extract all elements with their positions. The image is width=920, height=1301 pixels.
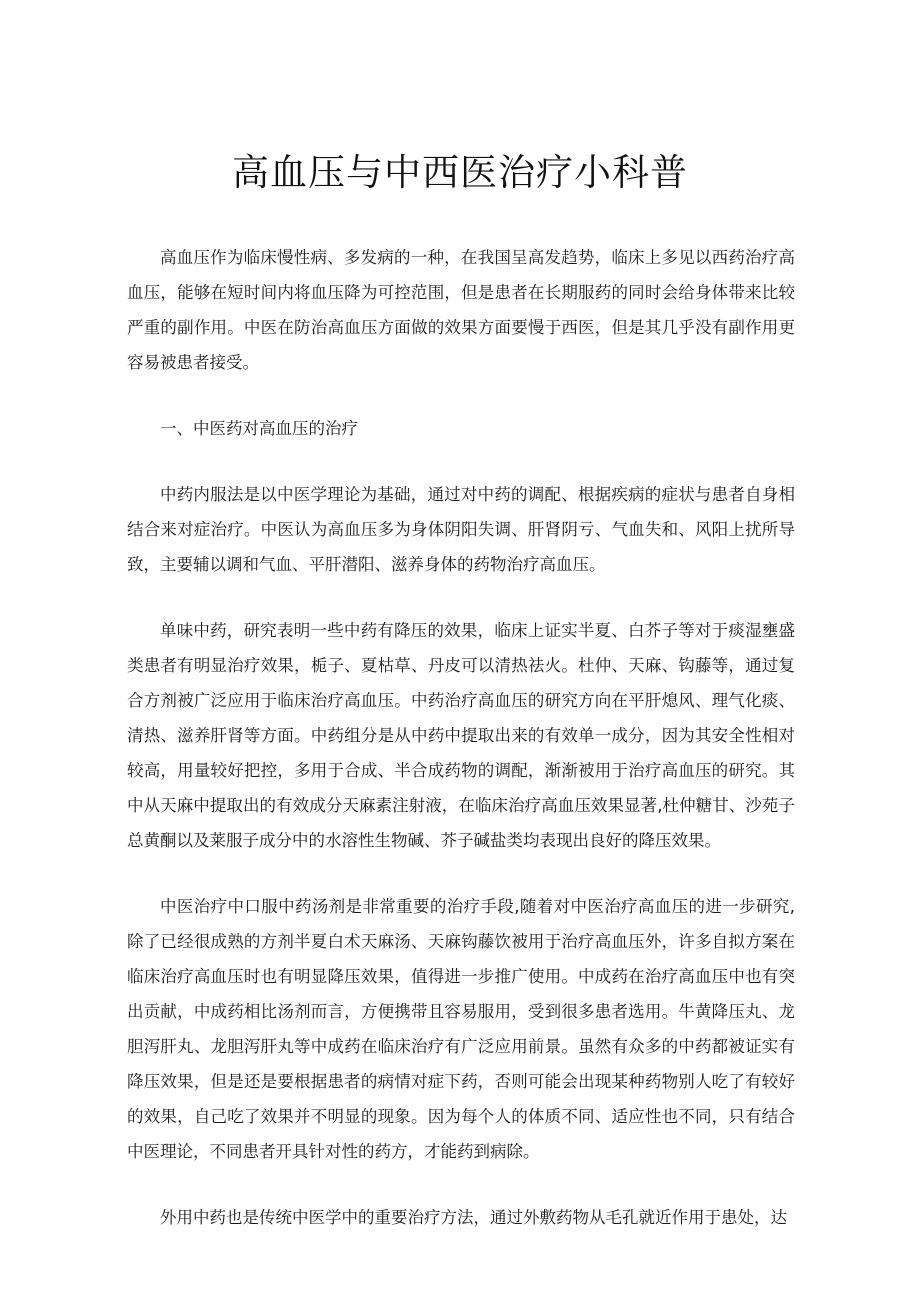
document-body — [127, 240, 795, 1266]
section-heading: 一、中医药对高血压的治疗 — [160, 419, 358, 438]
paragraph-single-herbs: 单味中药，研究表明一些中药有降压的效果，临床上证实半夏、白芥子等对于痰湿壅盛类患者有明显治疗效果，栀子、夏枯草、丹皮可以清热祛火。杜仲、天麻、钩藤等，通过复合方剂被广泛应用于临床治疗高血压。中药治疗高血压的研究方向在平肝熄风、理气化痰、清热、滋养肝肾等方面。中药组分是从中药中提取出来的有效单一成分，因为其安全性相对较高，用量较好把控，多用于合成、半合成药物的调配，渐渐被用于治疗高血压的研究。其中从天麻中提取出的有效成分天麻素注射液，在临床治疗高血压效果显著,杜仲糖甘、沙苑子总黄酮以及莱服子成分中的水溶性生物碱、芥子碱盐类均表现出良好的降压效果。 — [127, 621, 795, 850]
paragraph-decoctions: 中医治疗中口服中药汤剂是非常重要的治疗手段,随着对中医治疗高血压的进一步研究,除了已经很成熟的方剂半夏白术天麻汤、天麻钩藤饮被用于治疗高血压外，许多自拟方案在临床治疗高血压时也有明显降压效果，值得进一步推广使用。中成药在治疗高血压中也有突出贡献，中成药相比汤剂而言，方便携带且容易服用，受到很多患者选用。牛黄降压丸、龙胆泻肝丸、龙胆泻肝丸等中成药在临床治疗有广泛应用前景。虽然有众多的中药都被证实有降压效果，但是还是要根据患者的病情对症下药，否则可能会出现某种药物别人吃了有较好的效果，自己吃了效果并不明显的现象。因为每个人的体质不同、适应性也不同，只有结合中医理论，不同患者开具针对性的药方，才能药到病除。 — [127, 897, 795, 1161]
paragraph-oral-medicine: 中药内服法是以中医学理论为基础，通过对中药的调配、根据疾病的症状与患者自身相结合来对症治疗。中医认为高血压多为身体阴阳失调、肝肾阴亏、气血失和、风阳上扰所导致，主要辅以调和气血、平肝潜阳、滋养身体的药物治疗高血压。 — [127, 485, 795, 574]
paragraph-external-medicine: 外用中药也是传统中医学中的重要治疗方法，通过外敷药物从毛孔就近作用于患处，达 — [160, 1208, 787, 1227]
paragraph-intro: 高血压作为临床慢性病、多发病的一种，在我国呈高发趋势，临床上多见以西药治疗高血压，能够在短时间内将血压降为可控范围，但是患者在长期服药的同时会给身体带来比较严重的副作用。中医在防治高血压方面做的效果方面要慢于西医，但是其几乎没有副作用更容易被患者接受。 — [127, 248, 795, 372]
document-title: 高血压与中西医治疗小科普 — [232, 151, 688, 194]
